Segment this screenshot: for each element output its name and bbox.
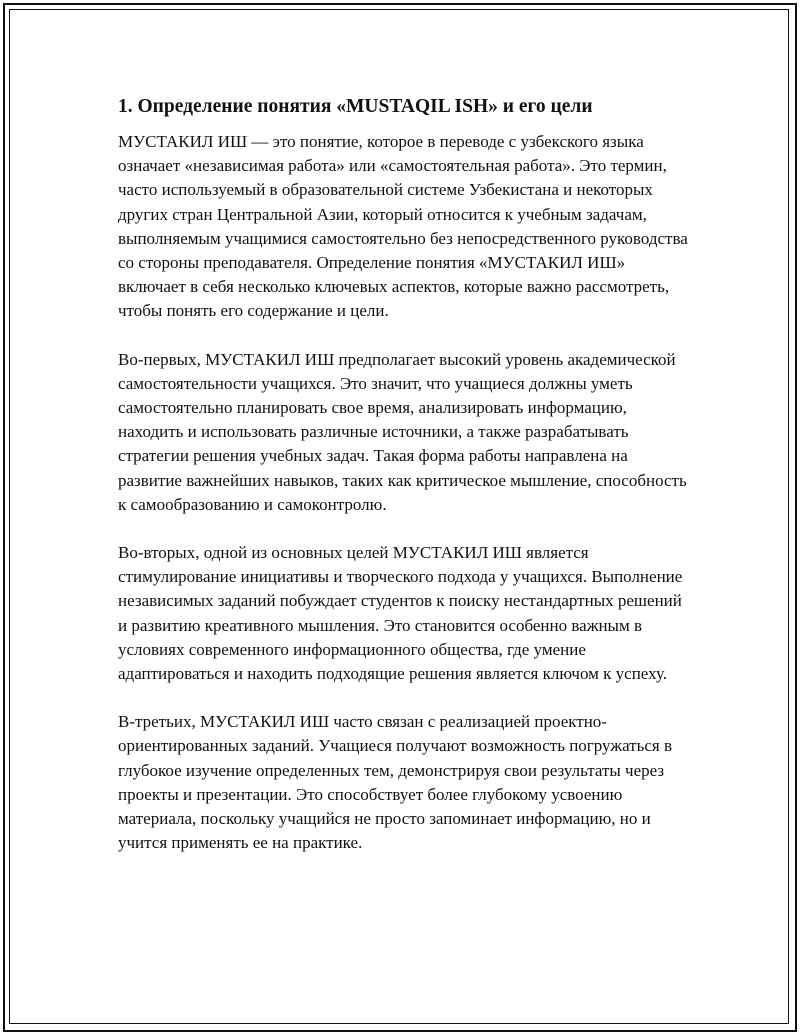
section-heading: 1. Определение понятия «MUSTAQIL ISH» и его цели [118,96,593,117]
paragraph-definition: МУСТАКИЛ ИШ — это понятие, которое в переводе с узбекского языка означает «независимая работа» или «самостоятельная работа». Это термин, часто используемый в образовательной системе Узбекистана и некоторых других стран Центральной Азии, который относится к учебным задачам, выполняемым учащимися самостоятельно без непосредственного руководства со стороны преподавателя. Определение понятия «МУСТАКИЛ ИШ» включает в себя несколько ключевых аспектов, которые важно рассмотреть, чтобы понять его содержание и цели. [118,132,688,321]
paragraph-third-point: В-третьих, МУСТАКИЛ ИШ часто связан с реализацией проектно-ориентированных заданий. Учащиеся получают возможность погружаться в глубокое изучение определенных тем, демонстрируя свои результаты через проекты и презентации. Это способствует более глубокому усвоению материала, поскольку учащийся не просто запоминает информацию, но и учится применять ее на практике. [118,712,673,853]
paragraph-first-point: Во-первых, МУСТАКИЛ ИШ предполагает высокий уровень академической самостоятельности учащихся. Это значит, что учащиеся должны уметь самостоятельно планировать свое время, анализировать информацию, находить и использовать различные источники, а также разрабатывать стратегии решения учебных задач. Такая форма работы направлена на развитие важнейших навыков, таких как критическое мышление, способность к самообразованию и самоконтролю. [118,349,687,514]
document-body [118,94,693,879]
paragraph-second-point: Во-вторых, одной из основных целей МУСТАКИЛ ИШ является стимулирование инициативы и творческого подхода у учащихся. Выполнение независимых заданий побуждает студентов к поиску нестандартных решений и развитию креативного мышления. Это становится особенно важным в условиях современного информационного общества, где умение адаптироваться и находить подходящие решения является ключом к успеху. [118,543,683,684]
